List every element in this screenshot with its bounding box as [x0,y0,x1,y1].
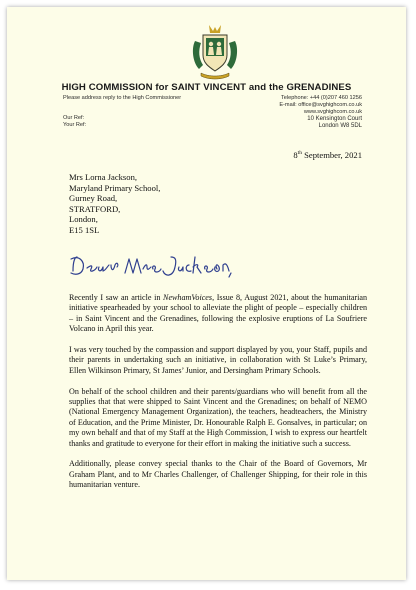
letter-date [293,150,362,160]
address-line: Gurney Road, [69,193,118,204]
website: www.svghighcom.co.uk [303,109,362,115]
letter-body [69,293,367,501]
telephone: Telephone: +44 (0)207 460 1256 [280,95,362,101]
paragraph-3: On behalf of the school children and their parents/guardians who will benefit from all the supplies that that were shipped to Saint Vincent and the Grenadines; on behalf of NEMO (National Emergency Management Organization), the teachers, headteachers, the Ministry of Education, and the Prime Minister, Dr. Honourable Ralph E. Gonsalves, in particular; on my own behalf and that of my Staff at the High Commission, I wish to express our heartfelt thanks and gratitude to everyone for their effort in making the initiative such a success. [69,386,367,448]
address-line: London, [69,214,98,225]
our-ref-label: Our Ref: [63,115,85,121]
address-line: Mrs Lorna Jackson, [69,172,138,182]
reply-note: Please address reply to the High Commissioner [63,95,182,101]
date-rest: September, 2021 [301,150,362,160]
paragraph-1 [69,293,367,335]
date-suffix: th [297,150,302,157]
p1-before: Recently I saw an article in [69,293,164,302]
recipient-address [69,172,160,236]
email: E-mail: office@svghighcom.co.uk [279,102,362,108]
address-line: STRATFORD, [69,203,121,214]
paragraph-4: Additionally, please convey special thanks to the Chair of the Board of Governors, Mr Graham Plant, and to Mr Charles Challenger, of Challenger Shipping, for their role in this humanitarian venture. [69,459,367,490]
p1-after: , Issue 8, August 2021, about the humanitarian initiative spearheaded by your school to alleviate the plight of people – especially children – in Saint Vincent and the Grenadines, following the explosive eruptions of La Soufriere Volcano in April this year. [69,293,367,334]
contact-block [279,95,362,130]
coat-of-arms-emblem [189,19,241,81]
your-ref-label: Your Ref: [63,122,87,128]
publication-name: NewhamVoices [163,293,213,302]
handwritten-salutation [67,251,237,281]
date-day: 8 [293,150,298,160]
reference-lines [63,115,86,129]
street-address: 10 Kensington Court [307,116,362,122]
city-postcode: London W8 5DL [318,123,362,129]
paragraph-2: I was very touched by the compassion and support displayed by you, your Staff, pupils and their parents in undertaking such an initiative, in collaboration with St Luke’s Primary, Ellen Wilkinson Primary, St James’ Junior, and Dersingham Primary Schools. [69,345,367,375]
address-line: E15 1SL [69,224,100,235]
organisation-heading: HIGH COMMISSION for SAINT VINCENT and the GRENADINES [61,82,352,93]
address-line: Maryland Primary School, [69,182,161,193]
letter-page [7,7,406,580]
